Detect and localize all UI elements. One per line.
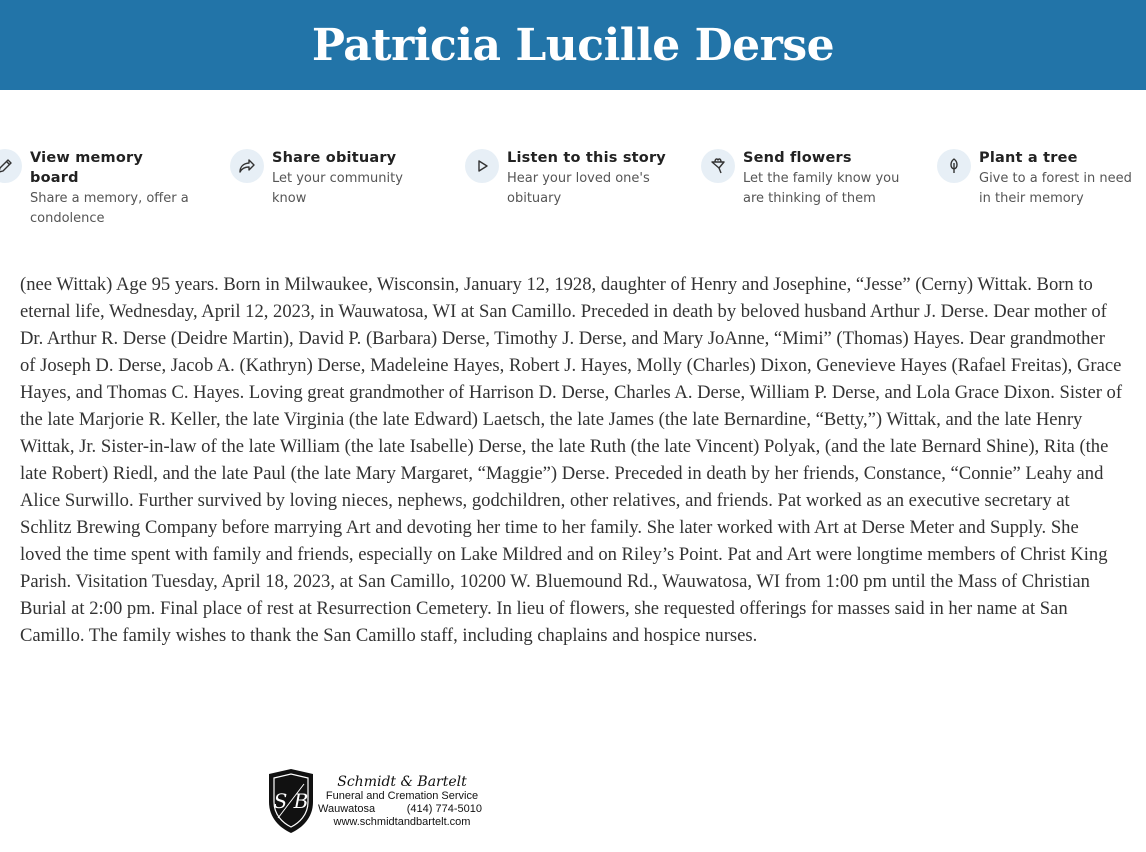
action-title: View memory board bbox=[30, 150, 144, 186]
obituary-text: (nee Wittak) Age 95 years. Born in Milwaukee, Wisconsin, January 12, 1928, daughter of Henry and Josephine, “Jesse” (Cerny) Wittak. Born to eternal life, Wednesday, April 12, 2023, in Wauwatosa, WI at San Camillo. Preceded in death by beloved husband Arthur J. Derse. Dear mother of Dr. Arthur R. Derse (Deidre Martin), David P. (Barbara) Derse, Timothy J. Derse, and Mary JoAnne, “Mimi” (Thomas) Hayes. Dear grandmother of Joseph D. Derse, Jacob A. (Kathryn) Derse, Madeleine Hayes, Robert J. Hayes, Molly (Charles) Dixon, Genevieve Hayes (Rafael Freitas), Grace Hayes, and Thomas C. Hayes. Loving great grandmother of Harrison D. Derse, Charles A. Derse, William P. Derse, and Lola Grace Dixon. Sister of the late Marjorie R. Keller, the late Virginia (the late Edward) Laetsch, the late James (the late Bernardine, “Betty,”) Wittak, and the late Henry Wittak, Jr. Sister-in-law of the late William (the late Isabelle) Derse, the late Ruth (the late Vincent) Polyak, (and the late Bernard Shine), Rita (the late Robert) Riedl, and the late Paul (the late Mary Margaret, “Maggie”) Derse. Preceded in death by her friends, Constance, “Connie” Leahy and Alice Surwillo. Further survived by loving nieces, nephews, godchildren, other relatives, and friends. Pat worked as an executive secretary at Schlitz Brewing Company before marrying Art and devoting her time to her family. She later worked with Art at Derse Meter and Supply. She loved the time spent with family and friends, especially on Lake Mildred and on Riley’s Point. Pat and Art were longtime members of Christ King Parish. Visitation Tuesday, April 18, 2023, at San Camillo, 10200 W. Bluemound Rd., Wauwatosa, WI from 1:00 pm until the Mass of Christian Burial at 2:00 pm. Final place of rest at Resurrection Cemetery. In lieu of flowers, she requested offerings for masses said in her name at San Camillo. The family wishes to thank the San Camillo staff, including chaplains and hospice nurses. bbox=[20, 274, 1123, 646]
action-title: Plant a tree bbox=[979, 150, 1078, 166]
logo-phone: (414) 774-5010 bbox=[406, 803, 482, 815]
action-subtitle: Share a memory, offer a condolence bbox=[30, 191, 189, 226]
logo-monogram: S B bbox=[273, 789, 309, 813]
action-bar bbox=[0, 148, 1146, 238]
listen-story-button[interactable] bbox=[465, 148, 685, 209]
share-arrow-icon bbox=[230, 149, 264, 183]
action-title: Share obituary bbox=[272, 150, 397, 166]
view-memory-board-button[interactable] bbox=[0, 148, 198, 229]
share-obituary-button[interactable] bbox=[230, 148, 430, 209]
flowers-icon bbox=[701, 149, 735, 183]
action-subtitle: Hear your loved one's obituary bbox=[507, 171, 650, 206]
send-flowers-button[interactable] bbox=[701, 148, 921, 209]
play-icon bbox=[465, 149, 499, 183]
page-title: Patricia Lucille Derse bbox=[311, 19, 835, 71]
funeral-home-logo[interactable] bbox=[266, 768, 486, 834]
logo-city: Wauwatosa bbox=[318, 803, 376, 815]
logo-name: Schmidt & Bartelt bbox=[337, 774, 467, 790]
logo-website: www.schmidtandbartelt.com bbox=[333, 816, 471, 828]
action-subtitle: Let the family know you are thinking of them bbox=[743, 171, 900, 206]
page-header bbox=[0, 0, 1146, 90]
plant-tree-button[interactable] bbox=[937, 148, 1146, 209]
action-title: Listen to this story bbox=[507, 150, 666, 166]
action-title: Send flowers bbox=[743, 150, 852, 166]
action-subtitle: Give to a forest in need in their memory bbox=[979, 171, 1132, 206]
shield-logo-icon bbox=[266, 768, 316, 834]
pencil-icon bbox=[0, 149, 22, 183]
tree-icon bbox=[937, 149, 971, 183]
logo-tagline: Funeral and Cremation Service bbox=[325, 790, 479, 802]
action-subtitle: Let your community know bbox=[272, 171, 403, 206]
